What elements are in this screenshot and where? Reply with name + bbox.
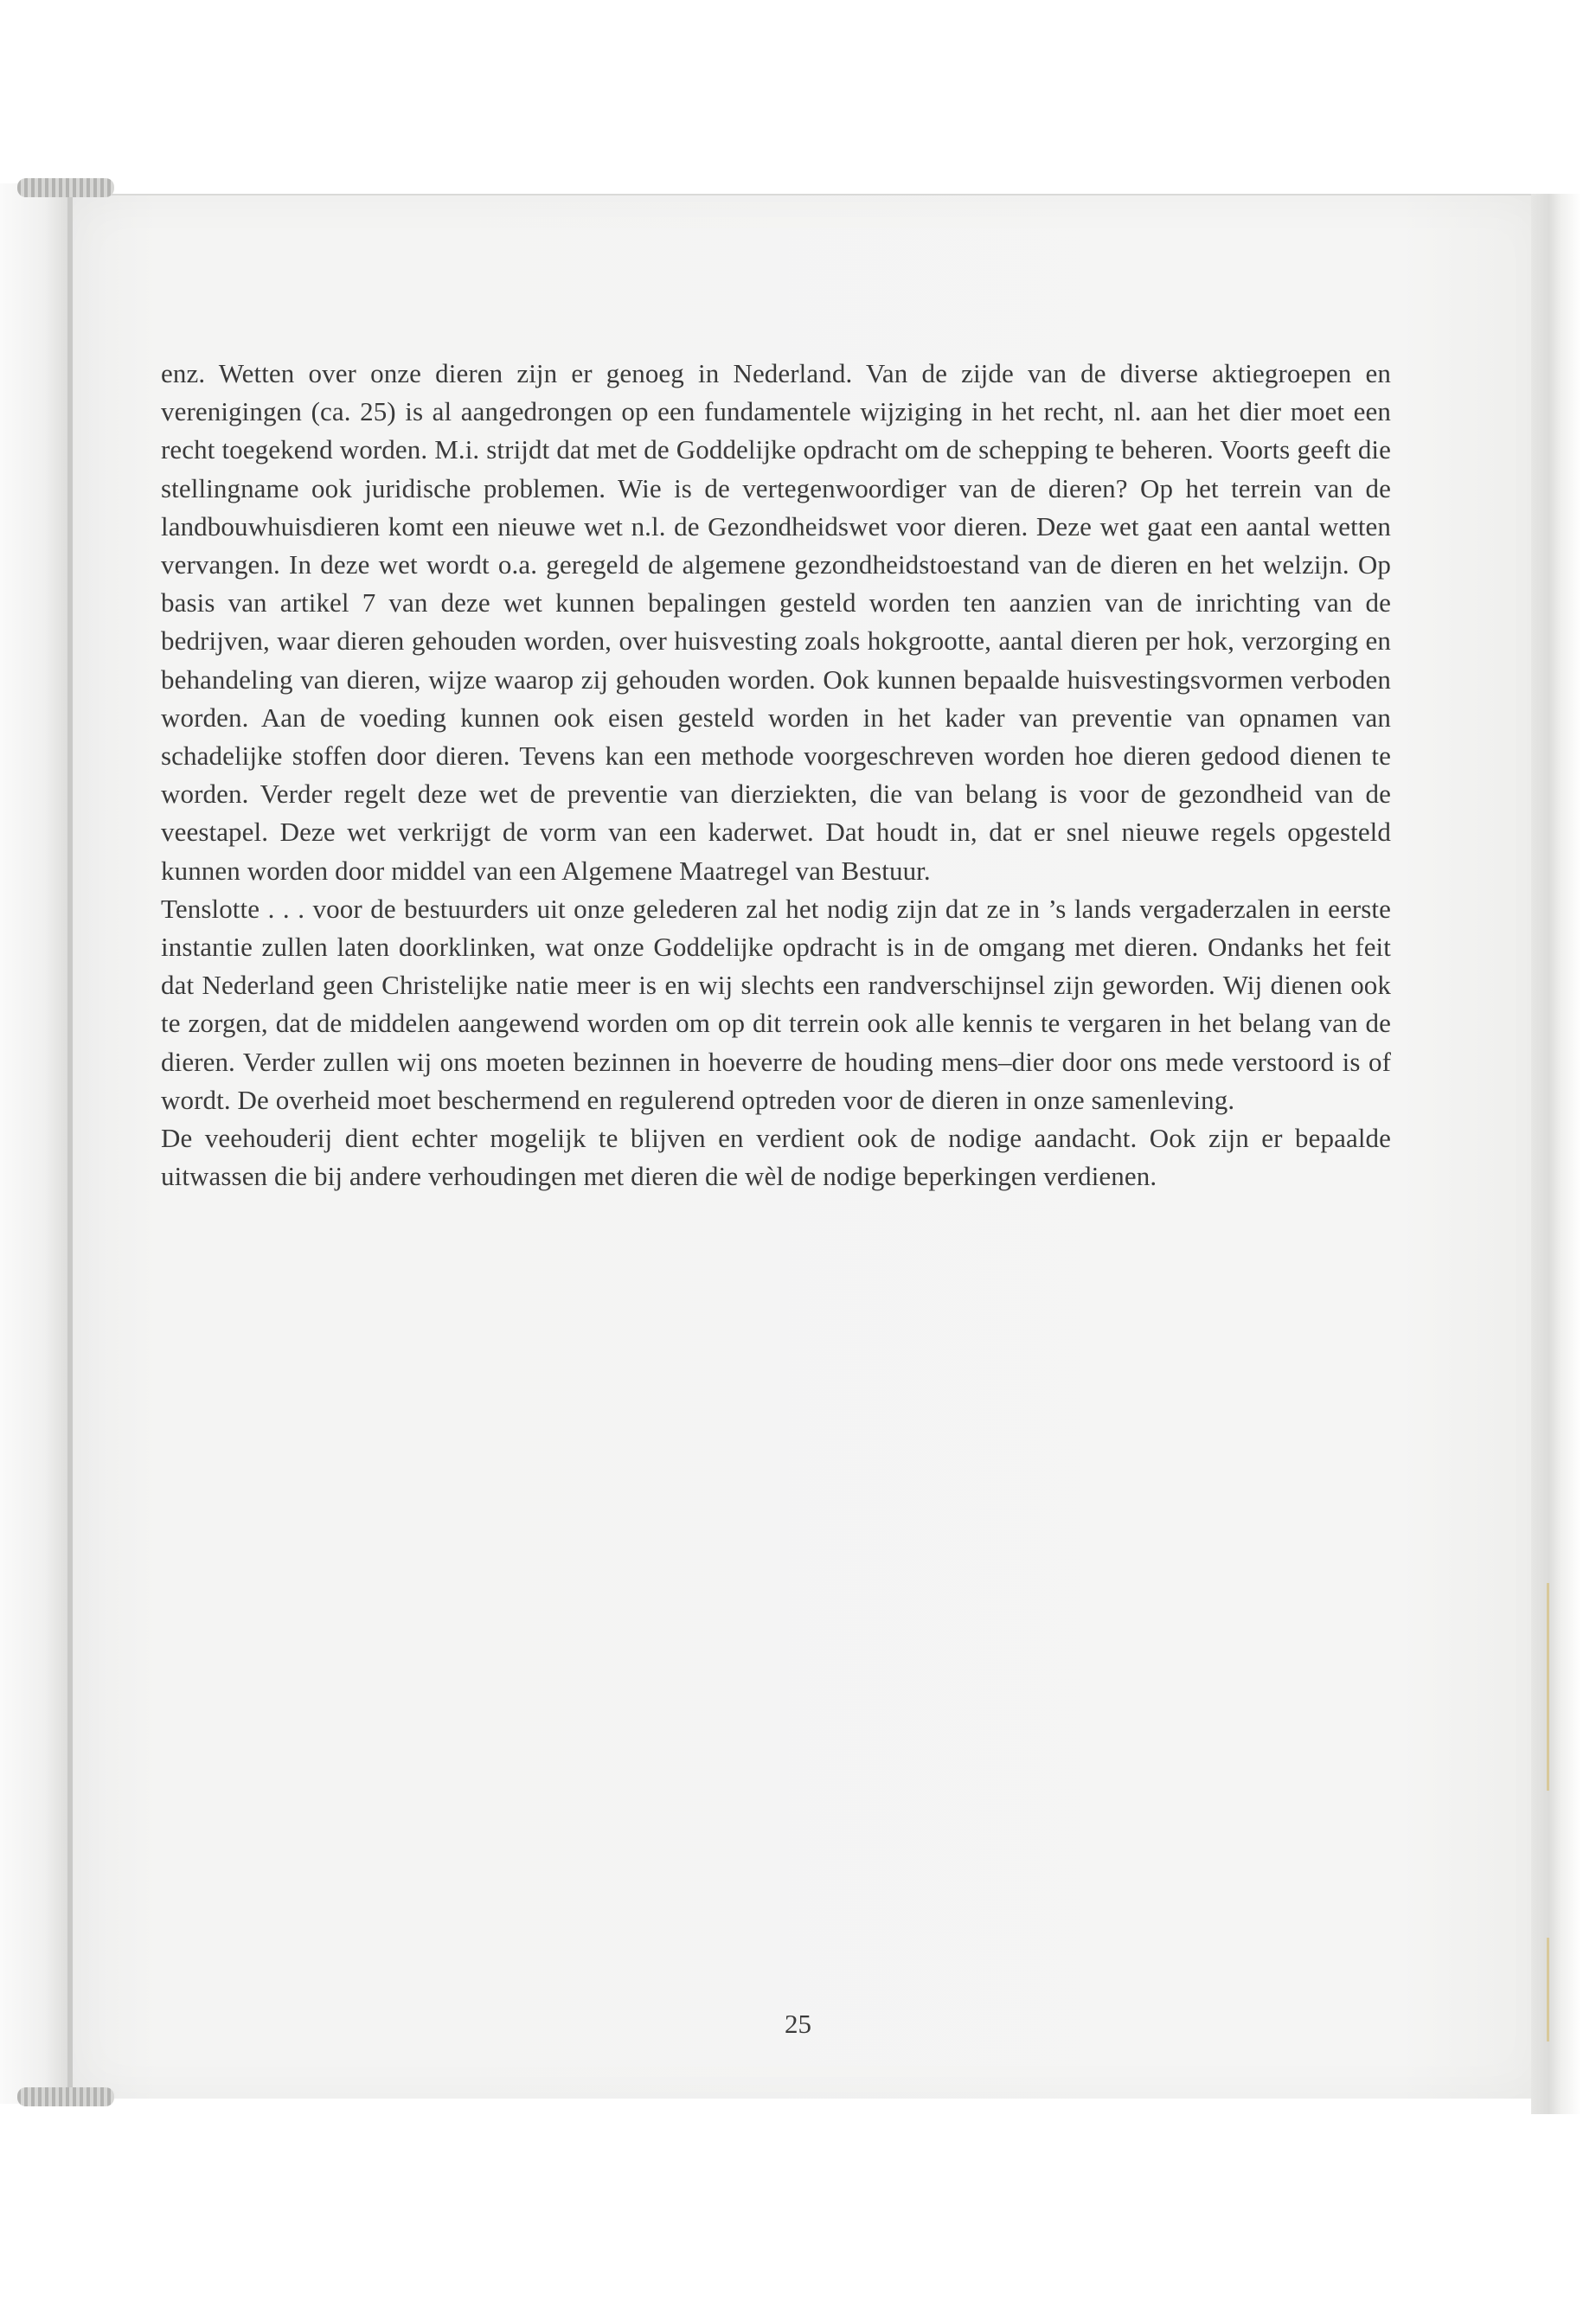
page-edge-mark: [1547, 1583, 1549, 1791]
paragraph: Tenslotte . . . voor de bestuurders uit onze gelederen zal het nodig zijn dat ze in ’s lands vergaderzalen in eerste instantie zullen laten doorklinken, wat onze Goddelijke opdracht is in de omgang met dieren. Ondanks het feit dat Nederland geen Christelijke natie meer is en wij slechts een randverschijnsel zijn geworden. Wij dienen ook te zorgen, dat de middelen aangewend worden om op dit terrein ook alle kennis te vergaren in het belang van de dieren. Verder zullen wij ons moeten bezinnen in hoeverre de houding mens–dier door ons mede verstoord is of wordt. De overheid moet beschermend en regulerend optreden voor de dieren in onze samenleving.: [161, 893, 1391, 1115]
paragraph: De veehouderij dient echter mogelijk te blijven en verdient ook de nodige aandacht. Ook zijn er bepaalde uitwassen die bij andere verhoudingen met dieren die wèl de nodige beperkingen verdienen.: [161, 1123, 1391, 1192]
page-edge: [1531, 194, 1581, 2114]
paragraph: enz. Wetten over onze dieren zijn er genoeg in Nederland. Van de zijde van de diverse aktiegroepen en verenigingen (ca. 25) is al aangedrongen op een fundamentele wijziging in het recht, nl. aan het dier moet een recht toegekend worden. M.i. strijdt dat met de Goddelijke opdracht om de schepping te beheren. Voorts geeft die stellingname ook juridische problemen. Wie is de vertegenwoordiger van de dieren? Op het terrein van de landbouwhuisdieren komt een nieuwe wet n.l. de Gezondheidswet voor dieren. Deze wet gaat een aantal wetten vervangen. In deze wet wordt o.a. geregeld de algemene gezondheidstoestand van de dieren en het welzijn. Op basis van artikel 7 van deze wet kunnen bepalingen gesteld worden ten aanzien van de inrichting van de bedrijven, waar dieren gehouden worden, over huisvesting zoals hokgrootte, aantal dieren per hok, verzorging en behandeling van dieren, wijze waarop zij gehouden worden. Ook kunnen bepaalde huisvestingsvormen verboden worden. Aan de voeding kunnen ook eisen gesteld worden in het kader van preventie van opnamen van schadelijke stoffen door dieren. Tevens kan een methode voorgeschreven worden hoe dieren gedood dienen te worden. Verder regelt deze wet de preventie van dierziekten, die van belang is voor de gezondheid van de veestapel. Deze wet verkrijgt de vorm van een kaderwet. Dat houdt in, dat er snel nieuwe regels opgesteld kunnen worden door middel van een Algemene Maatregel van Bestuur.: [161, 358, 1391, 886]
binding-line: [67, 189, 73, 2100]
page-number: 25: [785, 2009, 811, 2039]
book-spine: [0, 183, 74, 2104]
binding-stitch-top: [17, 178, 114, 197]
binding-stitch-bottom: [17, 2087, 114, 2106]
body-text: [161, 355, 1391, 1195]
